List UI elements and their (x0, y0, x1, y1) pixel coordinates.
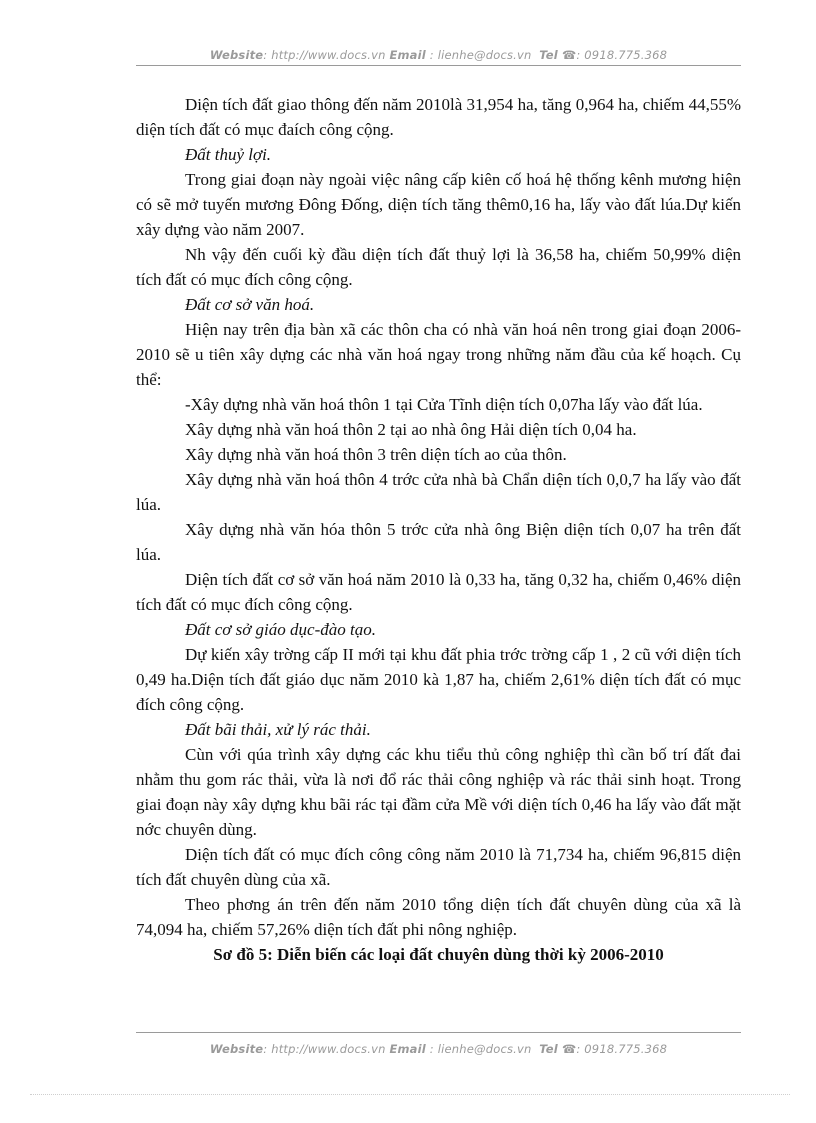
page-footer (136, 1042, 741, 1056)
paragraph: Trong giai đoạn này ngoài việc nâng cấp kiên cố hoá hệ thống kênh mương hiện có sẽ mở tuyến mương Đông Đống, diện tích tăng thêm0,16 ha, lấy vào đất lúa.Dự kiến xây dựng vào năm 2007. (136, 170, 741, 239)
website-label: Website (209, 48, 264, 62)
paragraph: Diện tích đất có mục đích công công năm 2010 là 71,734 ha, chiếm 96,815 diện tích đất chuyên dùng của xã. (136, 845, 741, 889)
document-body (136, 92, 741, 967)
email-label: Email (389, 1042, 426, 1056)
tel-value: : 0918.775.368 (576, 1042, 668, 1056)
section-heading: Đất bãi thải, xử lý rác thải. (185, 720, 371, 739)
footer-divider (136, 1032, 741, 1033)
section-heading: Đất cơ sở giáo dục-đào tạo. (185, 620, 376, 639)
tel-label: Tel (539, 1042, 558, 1056)
website-value[interactable]: : http://www.docs.vn (263, 1042, 386, 1056)
email-value[interactable]: : lienhe@docs.vn (429, 48, 532, 62)
telephone-icon: ☎ (561, 48, 577, 62)
tel-label: Tel (539, 48, 558, 62)
paragraph: Xây dựng nhà văn hoá thôn 2 tại ao nhà ông Hải diện tích 0,04 ha. (185, 420, 637, 439)
website-label: Website (209, 1042, 264, 1056)
header-divider (136, 65, 741, 66)
tel-value: : 0918.775.368 (576, 48, 668, 62)
section-heading: Đất cơ sở văn hoá. (185, 295, 315, 314)
figure-title: Sơ đồ 5: Diễn biến các loại đất chuyên dùng thời kỳ 2006-2010 (213, 945, 664, 964)
paragraph: Diện tích đất cơ sở văn hoá năm 2010 là 0,33 ha, tăng 0,32 ha, chiếm 0,46% diện tích đất có mục đích công cộng. (136, 570, 741, 614)
page-header (136, 48, 741, 62)
website-value[interactable]: : http://www.docs.vn (263, 48, 386, 62)
paragraph: Xây dựng nhà văn hóa thôn 5 trớc cửa nhà ông Biện diện tích 0,07 ha trên đất lúa. (136, 520, 741, 564)
paragraph: Xây dựng nhà văn hoá thôn 3 trên diện tích ao của thôn. (185, 445, 567, 464)
email-value[interactable]: : lienhe@docs.vn (429, 1042, 532, 1056)
page-edge-divider (30, 1094, 790, 1095)
telephone-icon: ☎ (561, 1042, 577, 1056)
section-heading: Đất thuỷ lợi. (185, 145, 272, 164)
paragraph: Hiện nay trên địa bàn xã các thôn cha có nhà văn hoá nên trong giai đoạn 2006-2010 sẽ u tiên xây dựng các nhà văn hoá ngay trong những năm đầu của kế hoạch. Cụ thể: (136, 320, 741, 389)
paragraph: Theo phơng án trên đến năm 2010 tổng diện tích đất chuyên dùng của xã là 74,094 ha, chiếm 57,26% diện tích đất phi nông nghiệp. (136, 895, 741, 939)
email-label: Email (389, 48, 426, 62)
paragraph: Xây dựng nhà văn hoá thôn 4 trớc cửa nhà bà Chẩn diện tích 0,0,7 ha lấy vào đất lúa. (136, 470, 741, 514)
paragraph: -Xây dựng nhà văn hoá thôn 1 tại Cửa Tĩnh diện tích 0,07ha lấy vào đất lúa. (185, 395, 703, 414)
paragraph: Nh vậy đến cuối kỳ đầu diện tích đất thuỷ lợi là 36,58 ha, chiếm 50,99% diện tích đất có mục đích công cộng. (136, 245, 741, 289)
paragraph: Diện tích đất giao thông đến năm 2010là 31,954 ha, tăng 0,964 ha, chiếm 44,55% diện tích đất có mục đaích công cộng. (136, 95, 741, 139)
paragraph: Cùn với qúa trình xây dựng các khu tiểu thủ công nghiệp thì cần bố trí đất đai nhằm thu gom rác thải, vừa là nơi đổ rác thải công nghiệp và rác thải sinh hoạt. Trong giai đoạn này xây dựng khu bãi rác tại đầm cửa Mề với diện tích 0,46 ha lấy vào đất mặt nớc chuyên dùng. (136, 745, 741, 839)
paragraph: Dự kiến xây trờng cấp II mới tại khu đất phia trớc trờng cấp 1 , 2 cũ với diện tích 0,49 ha.Diện tích đất giáo dục năm 2010 kà 1,87 ha, chiếm 2,61% diện tích đất có mục đích công cộng. (136, 645, 741, 714)
